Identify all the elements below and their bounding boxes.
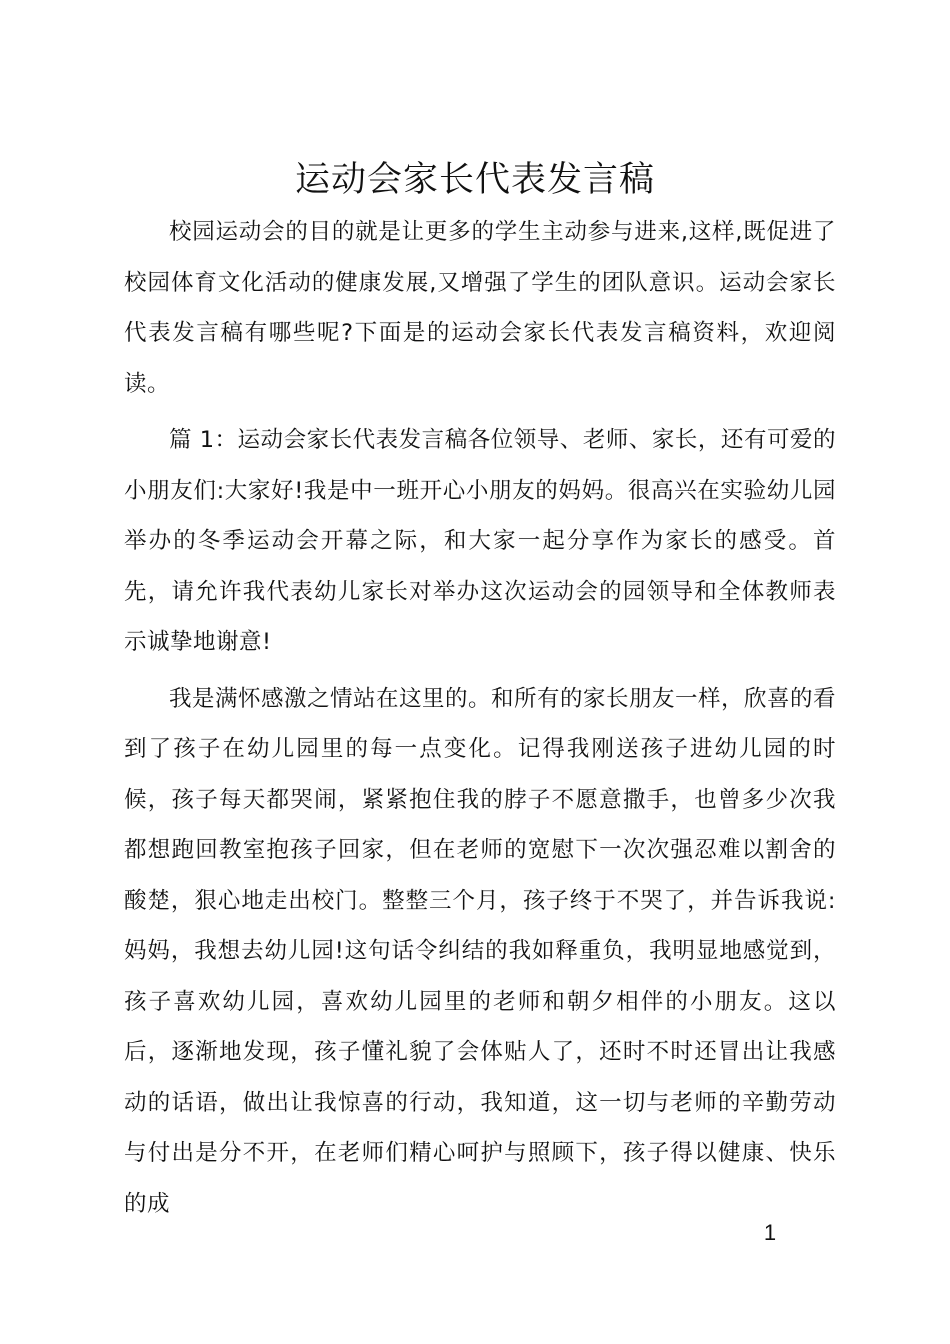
document-body <box>124 207 836 1235</box>
page-number: 1 <box>763 1220 777 1245</box>
paragraph-gratitude: 我是满怀感激之情站在这里的。和所有的家长朋友一样，欣喜的看到了孩子在幼儿园里的每一点变化。记得我刚送孩子进幼儿园的时候，孩子每天都哭闹，紧紧抱住我的脖子不愿意撒手，也曾多少次我都想跑回教室抱孩子回家，但在老师的宽慰下一次次强忍难以割舍的酸楚，狠心地走出校门。整整三个月，孩子终于不哭了，并告诉我说:妈妈，我想去幼儿园!这句话令纠结的我如释重负，我明显地感觉到，孩子喜欢幼儿园，喜欢幼儿园里的老师和朝夕相伴的小朋友。这以后，逐渐地发现，孩子懂礼貌了会体贴人了，还时不时还冒出让我感动的话语，做出让我惊喜的行动，我知道，这一切与老师的辛勤劳动与付出是分不开，在老师们精心呵护与照顾下，孩子得以健康、快乐的成 <box>124 685 837 1217</box>
paragraph-intro: 校园运动会的目的就是让更多的学生主动参与进来,这样,既促进了校园体育文化活动的健康发展,又增强了学生的团队意识。运动会家长代表发言稿有哪些呢?下面是的运动会家长代表发言稿资料，欢迎阅读。 <box>124 219 836 397</box>
paragraph-speech-opening: 篇 1：运动会家长代表发言稿各位领导、老师、家长，还有可爱的小朋友们:大家好!我是中一班开心小朋友的妈妈。很高兴在实验幼儿园举办的冬季运动会开幕之际，和大家一起分享作为家长的感受。首先，请允许我代表幼儿家长对举办这次运动会的园领导和全体教师表示诚挚地谢意! <box>124 427 836 655</box>
document-title: 运动会家长代表发言稿 <box>294 160 655 200</box>
